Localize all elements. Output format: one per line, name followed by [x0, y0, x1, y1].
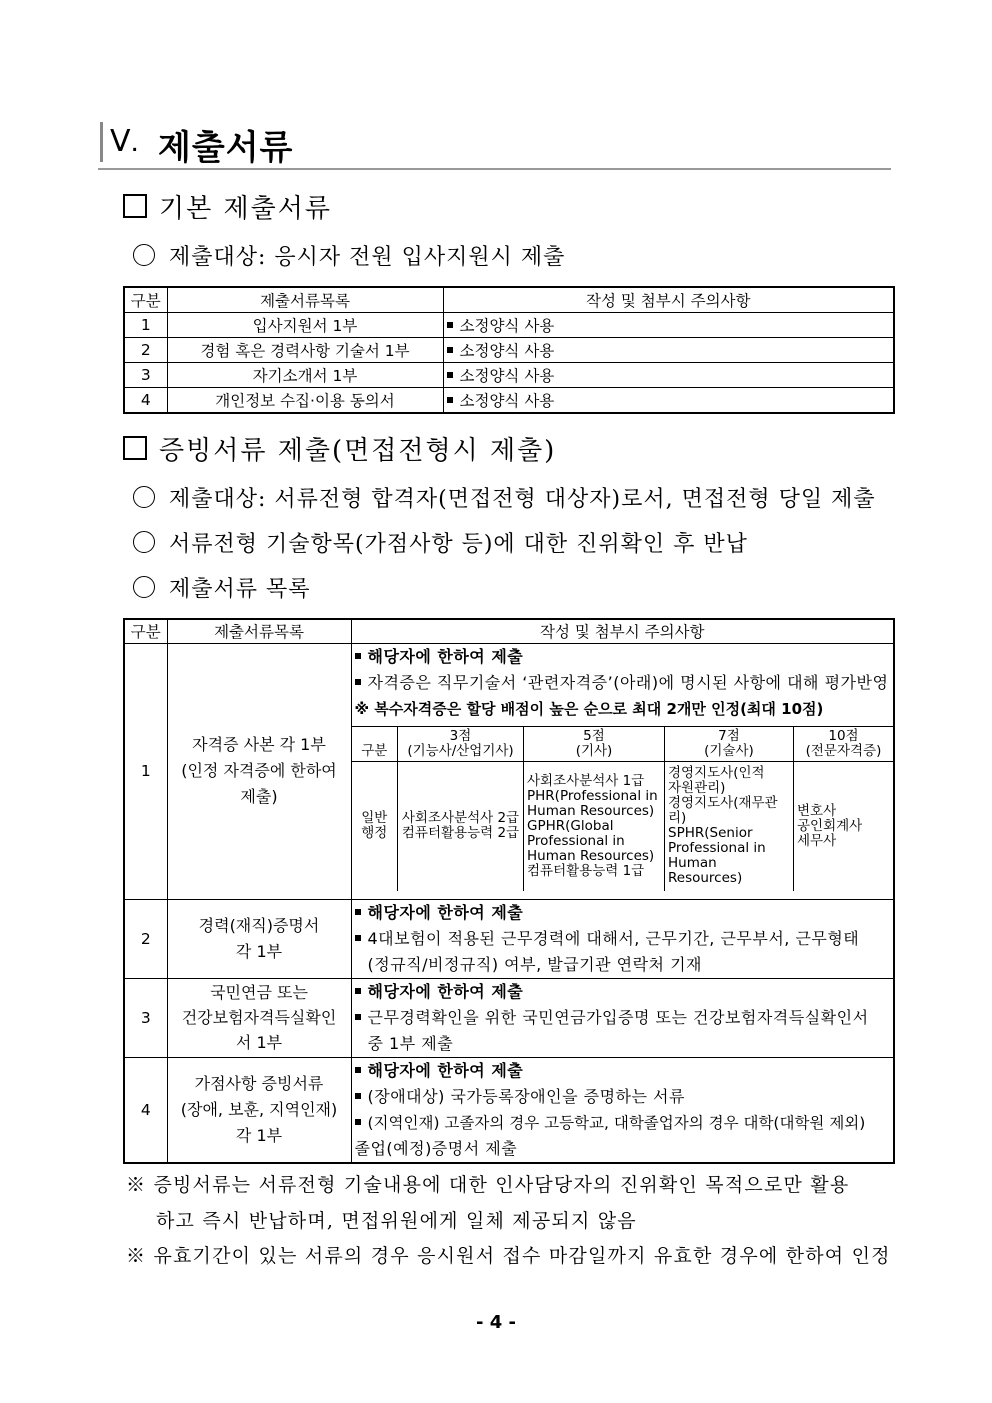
note-line: 근무경력확인을 위한 국민연금가입증명 또는 건강보험자격득실확인서: [355, 1005, 891, 1031]
circle-bullet-icon: [133, 576, 155, 598]
bullet-square-icon: [355, 1014, 361, 1020]
row-document: 경력(재직)증명서 각 1부: [167, 899, 351, 978]
heading-title: 제출서류: [158, 128, 294, 168]
circle-bullet-icon: [133, 486, 155, 508]
row-document: 가점사항 증빙서류 (장애, 보훈, 지역인재) 각 1부: [167, 1057, 351, 1163]
basic-section-title: [123, 188, 332, 225]
circle-bullet-icon: [133, 531, 155, 553]
bullet-square-icon: [355, 935, 361, 941]
note-line: (장애대상) 국가등록장애인을 증명하는 서류: [355, 1084, 891, 1110]
bullet-square-icon: [355, 909, 361, 915]
note-line: ※ 복수자격증은 할당 배점이 높은 순으로 최대 2개만 인정(최대 10점): [354, 699, 824, 718]
bullet-square-icon: [447, 372, 453, 378]
basic-title-text: 기본 제출서류: [159, 194, 332, 224]
header-category: 구분: [124, 619, 167, 643]
inner-header-cell: 7점 (기술사): [665, 726, 794, 761]
inner-header-cell: 3점 (기능사/산업기사): [398, 726, 524, 761]
footnote: 하고 즉시 반납하며, 면접위원에게 일체 제공되지 않음: [156, 1210, 637, 1232]
table-row: [124, 643, 894, 899]
note-line: (정규직/비정규직) 여부, 발급기관 연락처 기재: [367, 954, 703, 974]
heading-bar: [100, 122, 103, 162]
checkbox-icon: [123, 436, 147, 460]
row-number: 1: [124, 313, 167, 338]
row-number: 4: [124, 388, 167, 414]
row-document: 자격증 사본 각 1부 (인정 자격증에 한하여 제출): [167, 643, 351, 899]
row-number: 2: [124, 338, 167, 363]
table-row: [124, 899, 894, 978]
inner-header-cell: 구분: [352, 726, 398, 761]
note-line: 졸업(예정)증명서 제출: [354, 1138, 518, 1158]
bullet-square-icon: [355, 679, 361, 685]
inner-10pt-cell: 변호사 공인회계사 세무사: [794, 761, 894, 891]
note-line: 해당자에 한하여 제출: [355, 900, 891, 926]
row-document: 개인정보 수집·이용 동의서: [167, 388, 443, 414]
table-row: [124, 338, 894, 363]
table-header-row: [124, 287, 894, 313]
table-header-row: [124, 619, 894, 643]
inner-header-cell: 5점 (기사): [524, 726, 665, 761]
inner-header-cell: 10점 (전문자격증): [794, 726, 894, 761]
bullet-square-icon: [447, 322, 453, 328]
basic-documents-table: [123, 286, 895, 414]
note-line: 4대보험이 적용된 근무경력에 대해서, 근무기간, 근무부서, 근무형태: [355, 926, 891, 952]
evidence-section-title: [123, 430, 556, 467]
row-document: 국민연금 또는 건강보험자격득실확인 서 1부: [167, 978, 351, 1057]
bullet-square-icon: [447, 397, 453, 403]
table-row: [124, 363, 894, 388]
table-row: [124, 1057, 894, 1163]
certificate-score-table: [352, 726, 894, 892]
row-number: 2: [124, 899, 167, 978]
heading-number: Ⅴ.: [110, 125, 139, 158]
note-line: (지역인재) 고졸자의 경우 고등학교, 대학졸업자의 경우 대학(대학원 제외): [355, 1110, 891, 1136]
page-heading: [98, 118, 891, 170]
header-doc-list: 제출서류목록: [167, 287, 443, 313]
evidence-item: 서류전형 기술항목(가점사항 등)에 대한 진위확인 후 반납: [133, 527, 748, 558]
evidence-title-text: 증빙서류 제출(면접전형시 제출): [159, 436, 557, 466]
row-notes: [351, 1057, 894, 1163]
row-notes: [351, 978, 894, 1057]
header-notes: 작성 및 첨부시 주의사항: [443, 287, 894, 313]
checkbox-icon: [123, 194, 147, 218]
table-row: [124, 388, 894, 414]
bullet-square-icon: [447, 347, 453, 353]
note-line: 해당자에 한하여 제출: [355, 1058, 891, 1084]
evidence-item: 제출서류 목록: [133, 572, 311, 603]
header-doc-list: 제출서류목록: [167, 619, 351, 643]
inner-cat-cell: 일반 행정: [352, 761, 398, 891]
footnote: ※ 증빙서류는 서류전형 기술내용에 대한 인사담당자의 진위확인 목적으로만 활용: [126, 1174, 850, 1196]
row-number: 4: [124, 1057, 167, 1163]
row-note: 소정양식 사용: [443, 313, 894, 338]
table-row: [124, 313, 894, 338]
bullet-square-icon: [355, 988, 361, 994]
row-document: 자기소개서 1부: [167, 363, 443, 388]
bullet-square-icon: [355, 1119, 361, 1125]
evidence-documents-table: [123, 618, 895, 1164]
inner-7pt-cell: 경영지도사(인적 자원관리) 경영지도사(재무관리) SPHR(Senior Professional in Human Resources): [665, 761, 794, 891]
table-row: [124, 978, 894, 1057]
header-category: 구분: [124, 287, 167, 313]
note-line: 자격증은 직무기술서 ‘관련자격증’(아래)에 명시된 사항에 대해 평가반영: [352, 670, 894, 696]
basic-target-text: 제출대상: 응시자 전원 입사지원시 제출: [169, 245, 566, 270]
evidence-item: 제출대상: 서류전형 합격자(면접전형 대상자)로서, 면접전형 당일 제출: [133, 482, 876, 513]
inner-3pt-cell: 사회조사분석사 2급 컴퓨터활용능력 2급: [398, 761, 524, 891]
note-line: 중 1부 제출: [367, 1033, 454, 1053]
note-line: 해당자에 한하여 제출: [355, 979, 891, 1005]
bullet-square-icon: [355, 1093, 361, 1099]
inner-5pt-cell: 사회조사분석사 1급 PHR(Professional in Human Resources) GPHR(Global Professional in Human Resources) 컴퓨터활용능력 1급: [524, 761, 665, 891]
header-notes: 작성 및 첨부시 주의사항: [351, 619, 894, 643]
row-number: 3: [124, 978, 167, 1057]
row-note: 소정양식 사용: [443, 388, 894, 414]
row-number: 3: [124, 363, 167, 388]
inner-header-row: [352, 726, 894, 761]
basic-target: [133, 240, 565, 271]
note-line: 해당자에 한하여 제출: [352, 644, 894, 670]
row-notes: [351, 899, 894, 978]
page-number: - 4 -: [476, 1312, 516, 1333]
circle-bullet-icon: [133, 244, 155, 266]
row-notes: [351, 643, 894, 899]
footnote: ※ 유효기간이 있는 서류의 경우 응시원서 접수 마감일까지 유효한 경우에 한하여 인정: [126, 1245, 891, 1267]
row-note: 소정양식 사용: [443, 363, 894, 388]
row-document: 입사지원서 1부: [167, 313, 443, 338]
bullet-square-icon: [355, 1067, 361, 1073]
row-number: 1: [124, 643, 167, 899]
inner-data-row: [352, 761, 894, 891]
row-note: 소정양식 사용: [443, 338, 894, 363]
row-document: 경험 혹은 경력사항 기술서 1부: [167, 338, 443, 363]
bullet-square-icon: [355, 653, 361, 659]
